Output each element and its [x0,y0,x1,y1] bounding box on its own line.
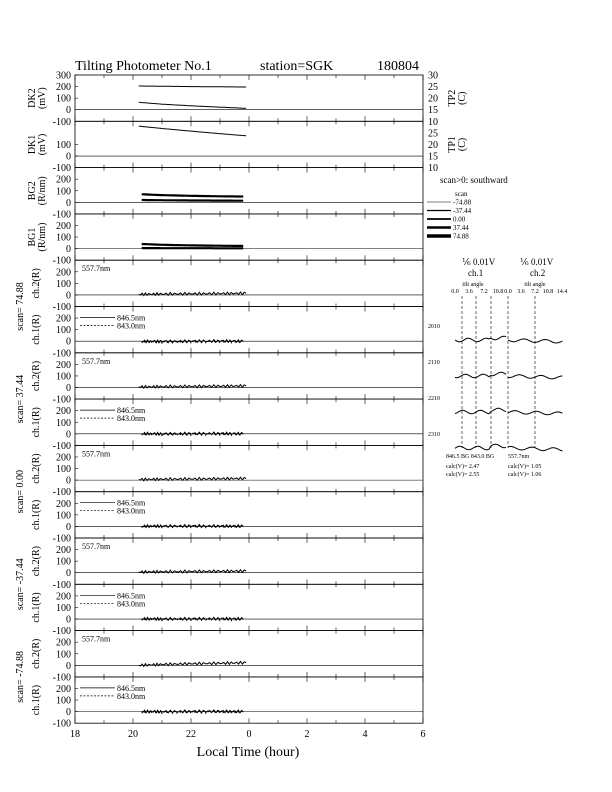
inset-ch1-scale: ⅙ 0.01V [462,257,496,267]
x-axis-label: Local Time (hour) [196,745,300,760]
inset-ch2-tick: 7.2 [531,289,539,295]
y-axis-label-line: ch.1(R) [31,592,42,623]
y-axis-label-line: ch.2(R) [31,360,42,392]
y-tick-label: 200 [56,267,71,279]
panel-s2c2 [31,353,423,406]
inset-ch2-tick: 0.0 [504,289,512,295]
y-axis-label-line: ch.2(R) [31,546,42,577]
y-tick-label: -100 [52,440,71,452]
y-axis-label [27,223,48,252]
y-axis-label-line: (R/nm) [37,176,48,206]
legend-label: 846.5nm [117,591,146,601]
panel-frame [75,214,423,260]
y-axis-label [31,546,42,576]
inset-ch1-bottom-labels: 846.5 BG 843.0 BG [446,454,495,460]
side-legend-label: 74.88 [453,232,469,241]
legend-label: 843.0nm [117,691,146,701]
y-tick-label: 200 [56,545,71,557]
y-tick-label: 200 [56,637,71,649]
inset-ch2-tick: 3.6 [517,289,525,295]
y-axis-label-line: DK1 [27,134,38,155]
inset-ch1-tick: 0.0 [451,289,459,295]
scan-group-label-text: scan= 0.00 [15,469,26,514]
panel-frame [75,260,423,306]
y-tick-label: 200 [56,498,71,510]
side-legend [427,175,508,241]
right-axis-label [447,136,468,153]
legend-label: 846.5nm [117,683,146,693]
y-axis-label-line: ch.1(R) [31,407,42,438]
chart-header [75,59,419,74]
y-axis-label-line: (mV) [37,133,48,156]
station-label: station=SGK [260,59,334,74]
y-tick-label: 0 [66,521,71,533]
y-tick-label: 200 [56,313,71,325]
inset-ch1-trace [455,444,506,450]
y-tick-label: 100 [56,93,71,105]
right-y-tick-label: 25 [428,128,438,140]
right-y-tick-label: 15 [428,151,438,163]
panel-frame [75,631,423,677]
inset-ch1-tick: 10.8 [492,289,504,295]
y-tick-label: -100 [52,533,71,545]
y-tick-label: 0 [66,429,71,441]
right-y-tick-label: 20 [428,93,438,105]
y-tick-label: 0 [66,290,71,302]
inset-ch2-calc: calc(V)= 1.05 [508,464,542,470]
scan-group-label-text: scan= -37.44 [15,558,26,611]
legend-label: 843.0nm [117,506,146,516]
y-axis-label-line: BG2 [27,181,38,201]
right-y-tick-label: 25 [428,82,438,94]
inset-ch2-calc: calc(V)= 1.06 [508,472,542,478]
inset-ch2-tilt-label: tilt angle [524,282,546,288]
legend-label: 846.5nm [117,313,146,323]
series-line [142,244,244,246]
legend-label: 846.5nm [117,498,146,508]
x-tick-label: 20 [128,729,138,741]
y-tick-label: 100 [56,232,71,244]
y-axis-label-line: ch.1(R) [31,314,42,345]
y-axis-label [31,361,42,391]
y-tick-label: -100 [52,672,71,684]
legend-label: 557.7nm [82,264,111,274]
side-legend-label: 0.00 [453,215,466,224]
x-tick-label: 2 [304,729,310,741]
scan-group-label [15,651,26,703]
legend-label: 846.5nm [117,406,146,416]
y-axis-label [27,87,48,109]
y-axis-label [27,134,48,156]
y-axis-label-line: ch.2(R) [31,268,42,299]
y-tick-label: 0 [66,151,71,163]
panel-s2c1 [31,399,423,452]
inset-scan-panel [428,257,567,478]
y-tick-label: 0 [66,244,71,256]
inset-ch1-trace [455,408,506,414]
y-tick-label: 100 [56,649,71,661]
inset-row-label: 2210 [428,396,440,402]
inset-ch1-tick: 3.6 [465,289,473,295]
y-tick-label: 200 [56,174,71,186]
scan-group-label [15,558,26,610]
y-tick-label: -100 [52,163,71,175]
panel-s4c2 [31,538,423,591]
panel-frame [75,538,423,584]
side-legend-label: -37.44 [453,207,472,215]
inset-ch1-tick: 7.2 [480,289,488,295]
y-axis-label [31,639,42,669]
y-tick-label: 100 [56,695,71,707]
y-tick-label: 100 [56,186,71,198]
y-tick-label: 0 [66,197,71,209]
series-line [139,126,246,136]
y-axis-label-line: ch.1(R) [31,684,42,716]
right-y-tick-label: 10 [428,116,438,128]
inset-ch2-tick: 10.8 [542,289,554,295]
y-tick-label: 0 [66,660,71,672]
chart-title: Tilting Photometer No.1 [75,59,212,74]
y-axis-label [31,268,42,298]
y-axis-label [31,407,42,437]
y-tick-label: 100 [56,556,71,568]
panel-frame [75,168,423,214]
y-tick-label: 0 [66,105,71,117]
y-tick-label: 0 [66,614,71,626]
inset-ch1-name: ch.1 [468,268,484,278]
legend-label: 843.0nm [117,599,146,609]
panel-frame [75,445,423,491]
right-axis-label-line: TP1 [447,136,458,153]
panel-s1c1 [31,307,423,360]
y-tick-label: 100 [56,510,71,522]
y-tick-label: 200 [56,359,71,371]
y-axis-label-line: ch.2(R) [31,638,42,669]
y-tick-label: 200 [56,220,71,232]
y-axis-label [31,453,42,483]
side-legend-label: -74.88 [453,198,472,207]
y-tick-label: 200 [56,683,71,695]
y-tick-label: -100 [52,209,71,221]
y-tick-label: -100 [52,718,71,730]
y-tick-label: -100 [52,116,71,128]
panel-s3c2 [31,445,423,498]
legend-label: 557.7nm [82,634,111,644]
y-axis-label-line: DK2 [27,88,38,108]
inset-ch1-tilt-label: tilt angle [462,282,484,288]
right-axis-label-line: (C) [457,137,468,152]
y-axis-label-line: (R/nm) [37,222,48,252]
y-axis-label [31,315,42,345]
y-tick-label: 0 [66,336,71,348]
panel-frame [75,121,423,167]
scan-group-label [15,470,26,513]
panel-dk2 [27,71,468,128]
inset-row-label: 2110 [428,360,440,366]
y-tick-label: 100 [56,602,71,614]
panel-frame [75,75,423,121]
inset-ch1-calc: calc(V)= 2.55 [446,472,480,478]
right-y-tick-label: 20 [428,139,438,151]
scan-group-label [15,282,26,330]
y-axis-label [31,592,42,622]
side-legend-title: scan>0: southward [440,175,508,185]
series-line [142,200,244,201]
right-axis-label [447,90,468,107]
legend-label: 557.7nm [82,542,111,551]
inset-ch2-trace [508,339,562,343]
y-tick-label: 0 [66,475,71,487]
x-tick-label: 18 [70,729,80,741]
inset-ch2-bottom-label: 557.7nm [508,454,530,460]
panel-s4c1 [31,584,423,637]
scan-group-label-text: scan= 37.44 [15,374,26,424]
right-y-tick-label: 10 [428,163,438,175]
y-tick-label: -100 [52,348,71,360]
y-tick-label: 100 [56,139,71,151]
x-tick-label: 22 [186,729,196,741]
x-tick-label: 0 [246,729,252,741]
y-tick-label: 100 [56,371,71,383]
series-line [142,194,244,196]
legend-label: 557.7nm [82,356,111,366]
right-axis-label-line: TP2 [447,89,458,107]
legend-label: 557.7nm [82,449,111,459]
x-tick-label: 4 [362,729,368,741]
panel-s5c2 [31,631,423,684]
panel-frame [75,353,423,399]
y-tick-label: -100 [52,579,71,591]
y-tick-label: 200 [56,452,71,464]
inset-ch2-scale: ⅙ 0.01V [520,257,554,267]
panel-dk1 [27,121,468,174]
y-tick-label: 100 [56,325,71,337]
panel-stack [15,71,468,730]
y-tick-label: 300 [56,70,71,82]
panel-bg2 [27,168,423,221]
panel-bg1 [27,214,423,267]
right-y-tick-label: 30 [428,70,438,82]
y-axis-label [31,500,42,530]
y-tick-label: 200 [56,406,71,418]
y-tick-label: 200 [56,591,71,603]
inset-row-label: 2010 [428,324,440,330]
inset-ch2-name: ch.2 [530,268,546,278]
x-axis [70,729,426,760]
side-legend-heading: scan [455,190,468,198]
y-axis-label [27,176,48,205]
inset-ch2-tick: 14.4 [556,289,568,295]
y-axis-label-line: ch.2(R) [31,453,42,484]
inset-row-label: 2310 [428,432,440,438]
inset-ch1-calc: calc(V)= 2.47 [446,464,480,470]
legend-label: 843.0nm [117,321,146,331]
y-tick-label: 0 [66,707,71,719]
y-axis-label-line: ch.1(R) [31,499,42,530]
x-tick-label: 6 [420,729,426,741]
side-legend-label: 37.44 [453,224,469,232]
panel-s5c1 [31,677,423,730]
panel-s3c1 [31,492,423,545]
y-tick-label: 0 [66,568,71,580]
panel-s1c2 [31,260,423,313]
scan-group-label-text: scan= 74.88 [15,282,26,331]
series-line [139,662,246,667]
y-tick-label: 100 [56,464,71,476]
inset-frame [455,296,562,448]
scan-group-label-text: scan= -74.88 [15,651,26,703]
series-line [139,86,246,87]
y-tick-label: -100 [52,626,71,638]
inset-ch1-trace [455,372,506,378]
y-tick-label: -100 [52,255,71,267]
y-tick-label: 100 [56,417,71,429]
series-line [139,102,246,108]
y-tick-label: -100 [52,302,71,313]
y-tick-label: 0 [66,383,71,395]
y-axis-label-line: (mV) [37,87,48,109]
inset-ch1-trace [455,336,506,342]
legend-label: 843.0nm [117,414,146,424]
scan-group-label [15,375,26,423]
right-y-tick-label: 15 [428,105,438,117]
y-axis-label-line: BG1 [27,227,38,247]
y-tick-label: 100 [56,278,71,290]
right-axis-label-line: (C) [457,91,468,105]
date-label: 180804 [377,59,419,74]
y-tick-label: 200 [56,82,71,94]
y-tick-label: -100 [52,394,71,406]
y-axis-label [31,685,42,715]
y-tick-label: -100 [52,487,71,499]
